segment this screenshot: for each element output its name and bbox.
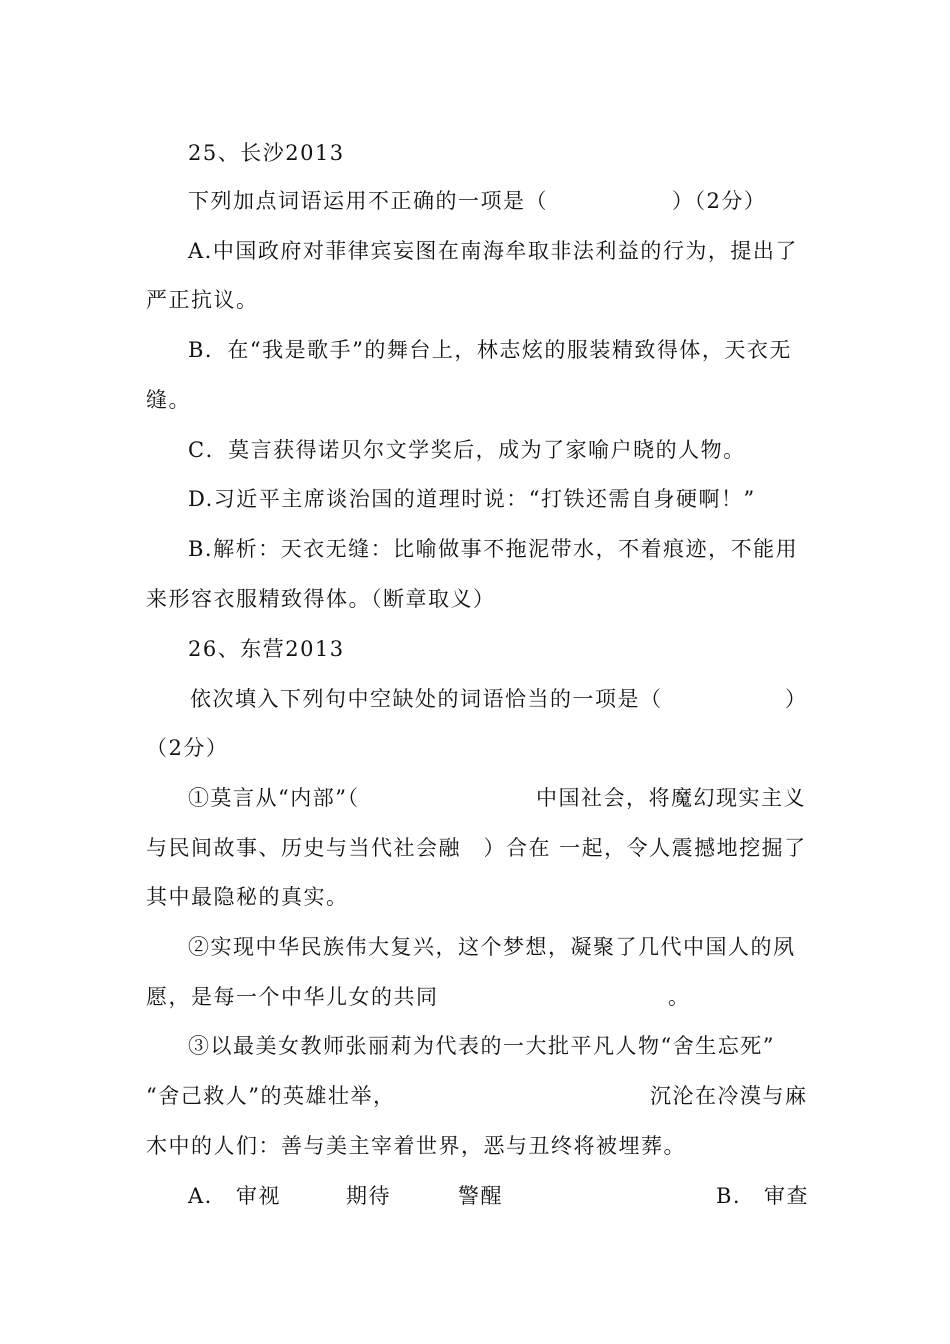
q25-option-d: D.习近平主席谈治国的道理时说：“打铁还需自身硬啊！” bbox=[188, 487, 756, 511]
q25-option-a-line2: 严正抗议。 bbox=[146, 288, 259, 312]
q25-stem-start: 下列加点词语运用不正确的一项是（ bbox=[188, 189, 548, 213]
q26-sentence2-end: 。 bbox=[668, 985, 691, 1009]
q26-sentence2-start: 愿，是每一个中华儿女的共同 bbox=[146, 985, 439, 1009]
q26-option-b-label: B. bbox=[716, 1184, 742, 1208]
q26-sentence1-line2: 与民间故事、历史与当代社会融 ）合在 一起，令人震撼地挖掘了 bbox=[146, 836, 807, 860]
q26-sentence1-line3: 其中最隐秘的真实。 bbox=[146, 885, 349, 909]
q26-option-a-word2: 期待 bbox=[346, 1184, 391, 1208]
q25-answer-line1: B.解析：天衣无缝：比喻做事不拖泥带水，不着痕迹，不能用 bbox=[188, 537, 799, 561]
q26-sentence2-line1: ②实现中华民族伟大复兴，这个梦想，凝聚了几代中国人的夙 bbox=[188, 935, 796, 959]
q26-stem-score: （2分） bbox=[146, 736, 229, 760]
q26-stem-start: 依次填入下列句中空缺处的词语恰当的一项是（ bbox=[190, 687, 663, 711]
q26-header: 26、东营2013 bbox=[188, 637, 345, 661]
q25-option-c: C．莫言获得诺贝尔文学奖后，成为了家喻户晓的人物。 bbox=[188, 438, 746, 462]
q26-sentence1-end: 中国社会，将魔幻现实主义 bbox=[536, 786, 806, 810]
q26-sentence3-line3: 木中的人们：善与美主宰着世界，恶与丑终将被埋葬。 bbox=[146, 1134, 686, 1158]
q26-stem-close: ） bbox=[785, 687, 808, 711]
q25-option-a-line1: A.中国政府对菲律宾妄图在南海牟取非法利益的行为，提出了 bbox=[188, 239, 798, 263]
q26-sentence3-line1: ③以最美女教师张丽莉为代表的一大批平凡人物“舍生忘死” bbox=[188, 1034, 775, 1058]
q26-sentence3-start: “舍己救人”的英雄壮举， bbox=[146, 1084, 396, 1108]
q26-sentence1-start: ①莫言从“内部”（ bbox=[188, 786, 360, 810]
q26-option-a-word1: 审视 bbox=[236, 1184, 281, 1208]
q26-option-a-word3: 警醒 bbox=[458, 1184, 503, 1208]
q25-option-b-line1: B．在“我是歌手”的舞台上，林志炫的服装精致得体，天衣无 bbox=[188, 338, 792, 362]
q25-stem-end: ）（2分） bbox=[672, 189, 767, 213]
q25-header: 25、长沙2013 bbox=[188, 141, 345, 165]
q25-option-b-line2: 缝。 bbox=[146, 388, 191, 412]
q26-option-a-label: A. bbox=[188, 1184, 213, 1208]
q26-option-b-word1: 审查 bbox=[764, 1184, 809, 1208]
q25-answer-line2: 来形容衣服精致得体。（断章取义） bbox=[146, 587, 496, 611]
q26-sentence3-end: 沉沦在冷漠与麻 bbox=[650, 1084, 808, 1108]
